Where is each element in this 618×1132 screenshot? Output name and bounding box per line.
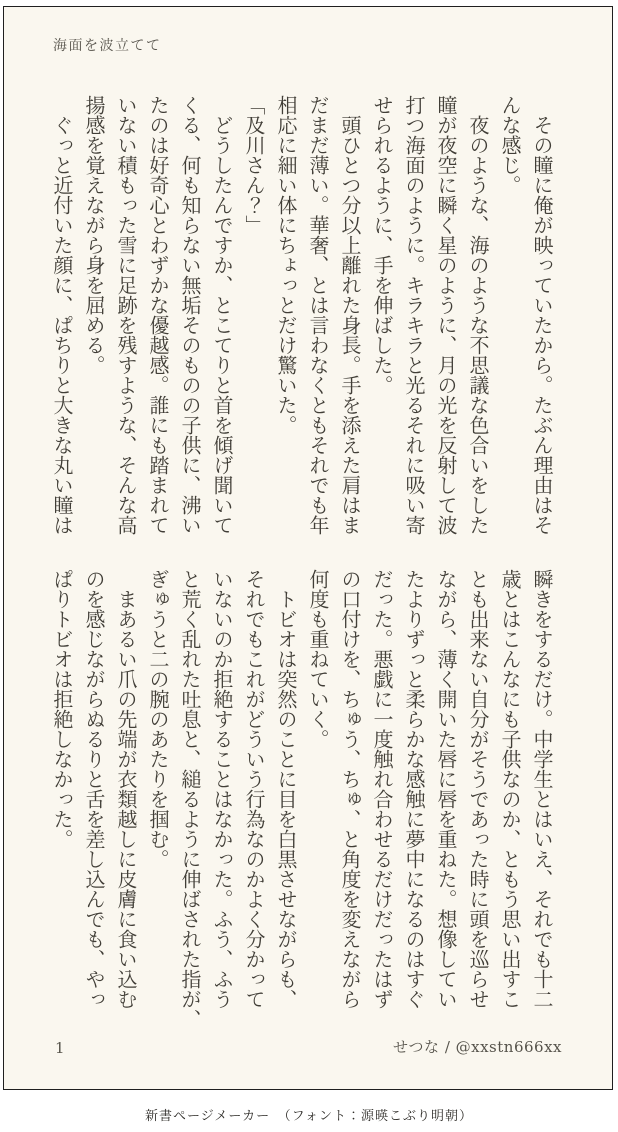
text-line: 揚感を覚えながら身を屈める。 <box>82 95 106 375</box>
text-line: 夜のような、海のような不思議な色合いをした <box>466 95 490 535</box>
text-line: だった。悪戯に一度触れ合わせるだけだったはず <box>370 569 394 1009</box>
text-line: ながら、薄く開いた唇に唇を重ねた。想像してい <box>434 569 458 1009</box>
text-line: 頭ひとつ分以上離れた身長。手を添えた肩はま <box>338 95 362 535</box>
page-title: 海面を波立てて <box>53 38 162 54</box>
text-line: 瞬きをするだけ。中学生とはいえ、それでも十二 <box>530 569 554 1009</box>
text-line: たのは好奇心とわずかな優越感。誰にも踏まれて <box>146 95 170 535</box>
text-line: トビオは突然のことに目を白黒させながらも、 <box>274 569 298 1009</box>
text-line: ぱりトビオは拒絶しなかった。 <box>50 569 74 849</box>
maker-bar <box>0 1097 618 1132</box>
text-line: 打つ海面のように。キラキラと光るそれに吸い寄 <box>402 95 426 535</box>
text-line: とも出来ない自分がそうであった時に頭を巡らせ <box>466 569 490 1009</box>
maker-label: 新書ページメーカー （フォント：源暎こぶり明朝） <box>145 1109 473 1124</box>
text-line: だまだ薄い。華奢、とは言わなくともそれでも年 <box>306 95 330 535</box>
text-line: それでもこれがどういう行為なのかよく分かって <box>242 569 266 1009</box>
text-line: 何度も重ねていく。 <box>306 569 330 749</box>
text-line: たよりずっと柔らかな感触に夢中になるのはすぐ <box>402 569 426 1009</box>
text-line: その瞳に俺が映っていたから。たぶん理由はそ <box>530 95 554 535</box>
text-line: の口付けを、ちゅう、ちゅ、と角度を変えながら <box>338 569 362 1009</box>
vertical-text-band-bottom <box>46 569 558 1039</box>
text-line: ぐっと近付いた顔に、ぱちりと大きな丸い瞳は <box>50 95 74 535</box>
text-line: 瞳が夜空に瞬く星のように、月の光を反射して波 <box>434 95 458 535</box>
text-line: いないのか拒絶することはなかった。ふう、ふう <box>210 569 234 1009</box>
text-line: んな感じ。 <box>498 95 522 195</box>
book-page <box>3 6 613 1090</box>
text-line: 相応に細い体にちょっとだけ驚いた。 <box>274 95 298 435</box>
vertical-text-band-top <box>46 95 558 565</box>
text-line: まあるい爪の先端が衣類越しに皮膚に食い込む <box>114 569 138 1009</box>
text-line: 歳とはこんなにも子供なのか、ともう思い出すこ <box>498 569 522 1009</box>
author-credit: せつな / @xxstn666xx <box>393 1038 562 1056</box>
page-number: 1 <box>55 1039 65 1057</box>
text-line: 「及川さん？」 <box>242 95 266 235</box>
text-line: ぎゅうと二の腕のあたりを掴む。 <box>146 569 170 869</box>
text-line: のを感じながらぬるりと舌を差し込んでも、やっ <box>82 569 106 1009</box>
text-line: と荒く乱れた吐息と、縋るように伸ばされた指が、 <box>178 569 202 1029</box>
text-line: せられるように、手を伸ばした。 <box>370 95 394 395</box>
text-line: くる、何も知らない無垢そのものの子供に、沸い <box>178 95 202 535</box>
text-line: いない積もった雪に足跡を残すような、そんな高 <box>114 95 138 535</box>
text-line: どうしたんですか、とこてりと首を傾げ聞いて <box>210 95 234 535</box>
